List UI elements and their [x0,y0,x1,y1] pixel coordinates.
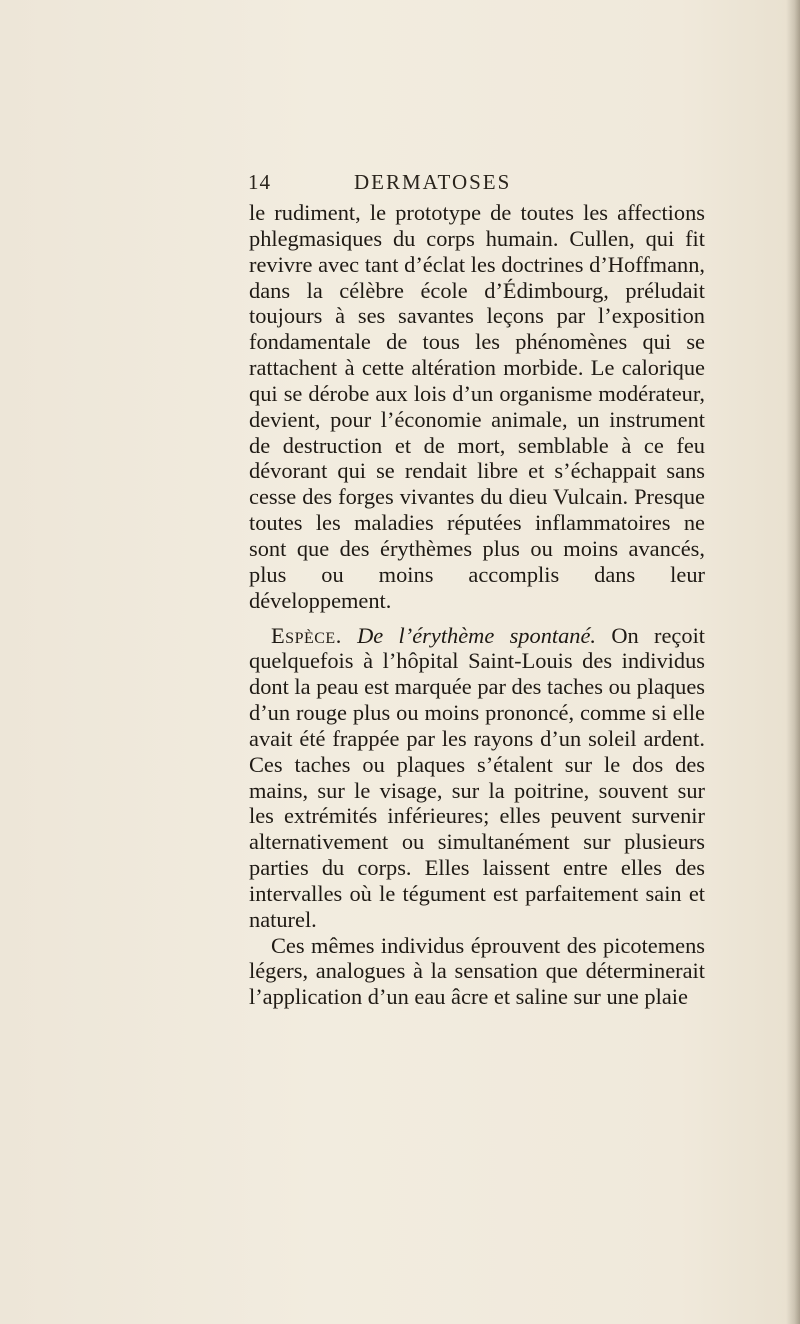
body-text [249,200,705,1010]
section-lead: Espèce. [271,622,342,648]
running-header [248,170,688,198]
page-number: 14 [248,170,271,194]
page-edge-shadow [786,0,800,1324]
section-title-italic: De l’érythème spontané. [357,622,597,648]
paragraph-1: le rudiment, le prototype de toutes les affections phlegmasiques du corps humain. Cullen, qui fit revivre avec tant d’éclat les doctrines d’Hoffmann, dans la célèbre école d’Édimbourg, préludait toujours à ses savantes leçons par l’exposition fondamentale de tous les phénomènes qui se rattachent à cette altération morbide. Le calorique qui se dérobe aux lois d’un organisme modérateur, devient, pour l’économie animale, un instrument de destruction et de mort, semblable à ce feu dévorant qui se rendait libre et s’échappait sans cesse des forges vivantes du dieu Vulcain. Presque toutes les maladies réputées inflammatoires ne sont que des érythèmes plus ou moins avancés, plus ou moins accomplis dans leur développement. [249,200,705,613]
paragraph-3: Ces mêmes individus éprouvent des picotemens légers, analogues à la sensation que déterminerait l’application d’un eau âcre et saline sur une plaie [249,932,705,1010]
paragraph-2 [249,623,705,933]
paragraph-2-text: On reçoit quelquefois à l’hôpital Saint-Louis des individus dont la peau est marquée par des taches ou plaques d’un rouge plus ou moins prononcé, comme si elle avait été frappée par les rayons d’un soleil ardent. Ces taches ou plaques s’étalent sur le dos des mains, sur le visage, sur la poitrine, souvent sur les extrémités inférieures; elles peuvent survenir alternativement ou simultanément sur plusieurs parties du corps. Elles laissent entre elles des intervalles où le tégument est parfaitement sain et naturel. [249,622,706,932]
running-title: DERMATOSES [354,170,512,194]
